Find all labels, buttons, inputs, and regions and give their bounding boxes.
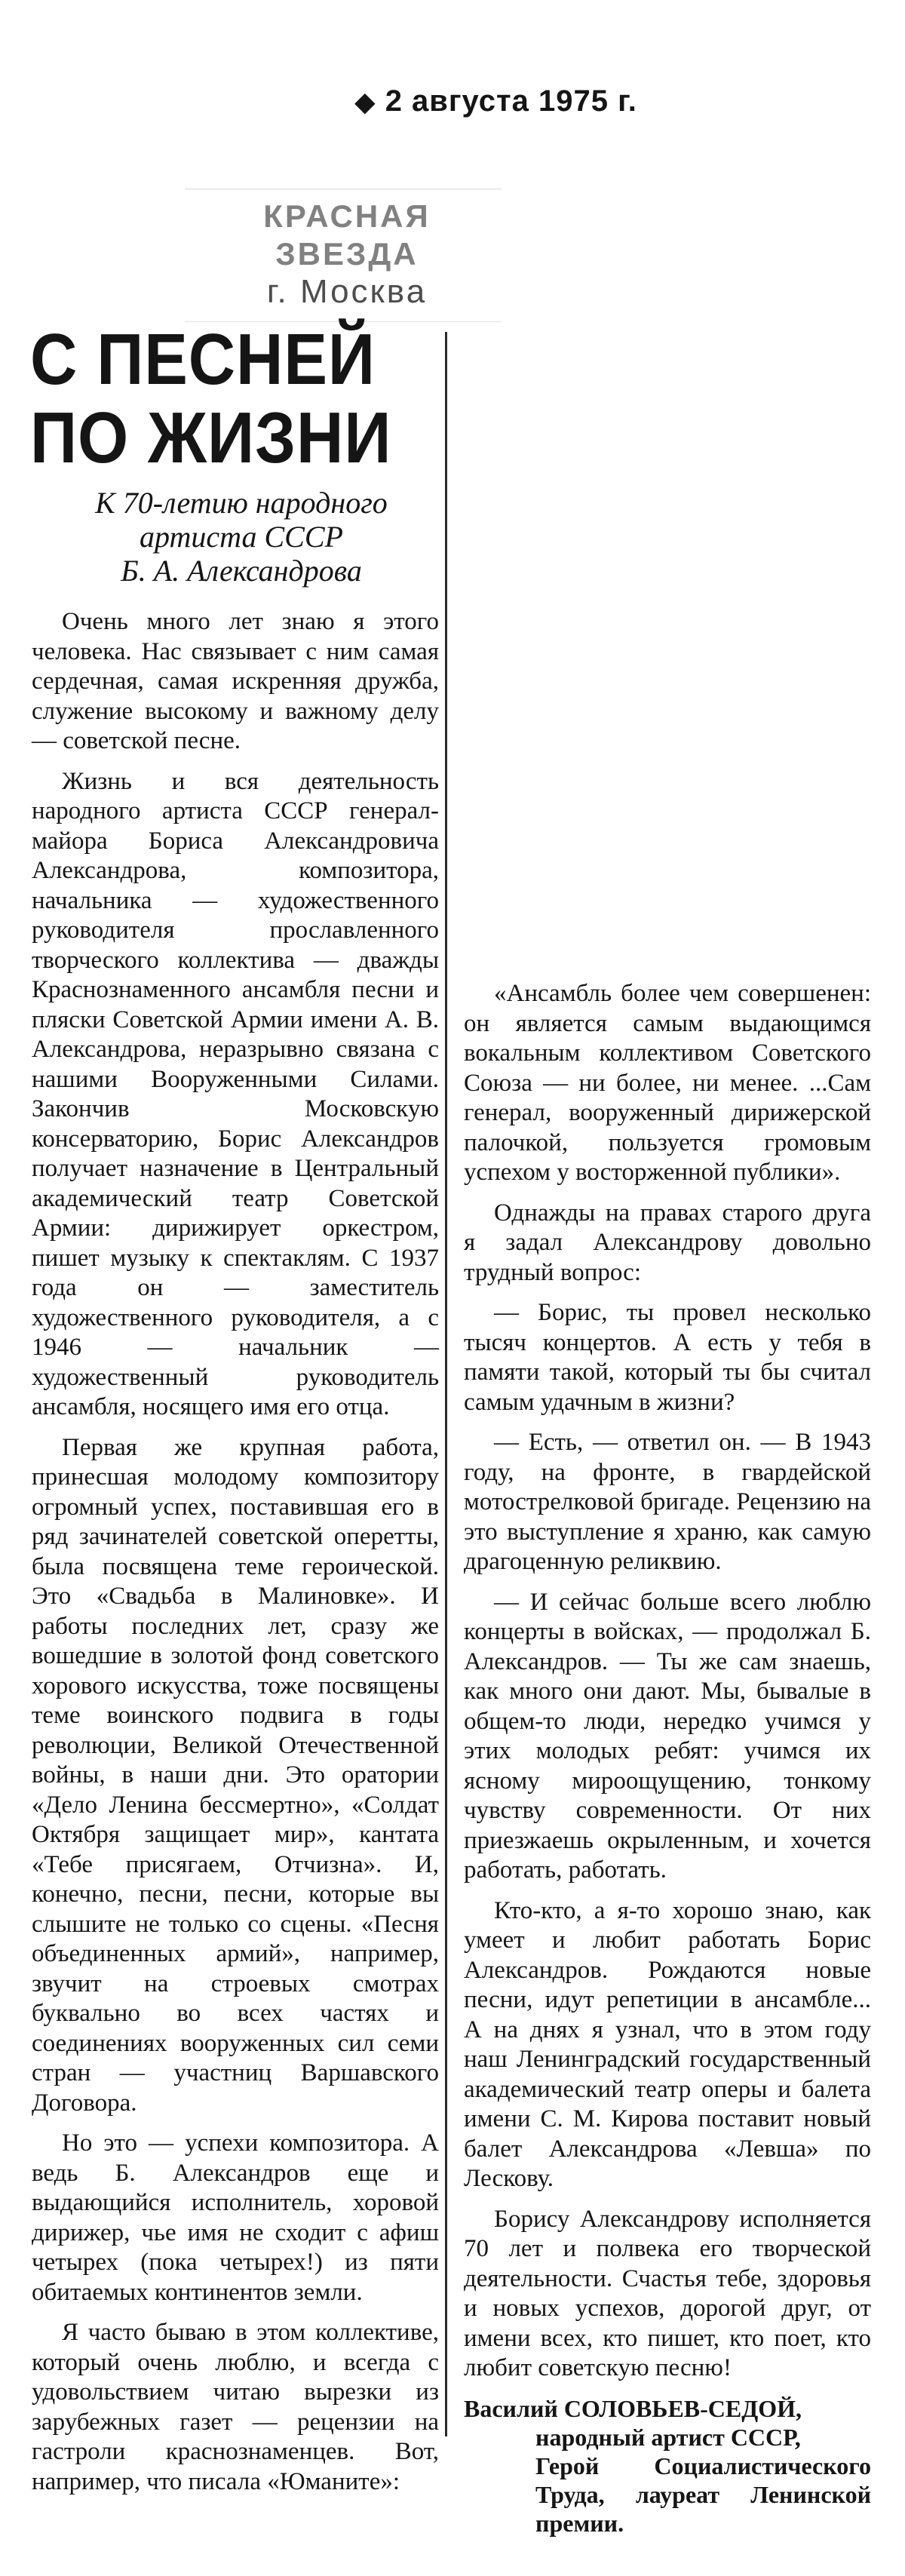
paragraph: — И сейчас больше всего люблю концерты в войсках, — продолжал Б. Александров. — Ты же сам знаешь, как много они дают. Мы, бывалые в общем-то люди, нередко учимся у этих молодых ребят: учимся их ясному мироощущению, тонкому чувству современности. От них приезжаешь окрыленным, и хочется работать, работать. <box>464 1588 871 1884</box>
paragraph: Очень много лет знаю я этого человека. Нас связывает с ним самая сердечная, самая искренняя дружба, служение высокому и важному делу — советской песне. <box>32 608 439 754</box>
date-text: 2 августа 1975 г. <box>385 84 637 118</box>
author-title-line-1: народный артист СССР, <box>535 2423 801 2451</box>
paragraph: Жизнь и вся деятельность народного артиста СССР генерал-майора Бориса Александровича Александрова, композитора, начальника — художественного руководителя прославленного творческого коллектива — дважды Краснознаменного ансамбля песни и пляски Советской Армии имени А. В. Александрова, неразрывно связана с нашими Вооруженными Силами. Закончив Московскую консерваторию, Борис Александров получает назначение в Центральный академический театр Советской Армии: дирижирует оркестром, пишет музыку к спектаклям. С 1937 года он — заместитель художественного руководителя, а с 1946 — начальник — художественный руководитель ансамбля, носящего имя его отца. <box>32 767 439 1420</box>
subhead-line-3: Б. А. Александрова <box>121 553 362 588</box>
column-divider <box>445 332 447 2436</box>
article-headline <box>30 321 397 477</box>
paragraph: Борису Александрову исполняется 70 лет и полвека его творческой деятельности. Счастья тебе, здоровья и новых успехов, дорогой друг, от имени всех, кто пишет, кто поет, кто любит советскую песню! <box>464 2205 871 2381</box>
newspaper-city: г. Москва <box>266 273 428 311</box>
paragraph: Однажды на правах старого друга я задал Александрову довольно трудный вопрос: <box>464 1199 871 1286</box>
paragraph: Первая же крупная работа, принесшая молодому композитору огромный успех, поставившая его в ряд зачинателей советской оперетты, была посвящена теме героической. Это «Свадьба в Малиновке». И работы последних лет, сразу же вошедшие в золотой фонд советского хорового искусства, тоже посвящены теме воинского подвига в годы революции, Великой Отечественной войны, в наши дни. Это оратории «Дело Ленина бессмертно», «Солдат Октября защищает мир», кантата «Тебе присягаем, Отчизна». И, конечно, песни, песни, которые вы слышите не только со сцены. «Песня объединенных армий», например, звучит на строевых смотрах буквально во всех частях и соединениях вооруженных сил семи стран — участниц Варшавского Договора. <box>32 1433 439 2117</box>
paragraph: «Ансамбль более чем совершенен: он является самым выдающимся вокальным коллективом Советского Союза — ни более, ни менее. ...Сам генерал, вооруженный дирижерской палочкой, пользуется громовым успехом у восторженной публики». <box>464 980 871 1186</box>
paragraph: — Есть, — ответил он. — В 1943 году, на фронте, в гвардейской мотострелковой бригаде. Рецензию на это выступление я храню, как самую драгоценную реликвию. <box>464 1429 871 1575</box>
author-title-line-2: Герой Социалистического Труда, лауреат Ленинской премии. <box>535 2452 871 2537</box>
author-signature <box>464 2394 871 2538</box>
left-column <box>32 607 439 2507</box>
subhead-line-1: К 70-летию народного <box>95 486 388 520</box>
paragraph: Я часто бываю в этом коллективе, который очень люблю, и всегда с удовольствием читаю вырезки из зарубежных газет — рецензии на гастроли краснознаменцев. Вот, например, что писала «Юманите»: <box>32 2319 439 2495</box>
newspaper-stamp <box>196 198 498 312</box>
article-subheading <box>45 487 437 588</box>
subhead-line-2: артиста СССР <box>140 519 343 554</box>
publication-date <box>354 84 637 118</box>
diamond-bullet-icon: ◆ <box>354 86 376 117</box>
paragraph: — Борис, ты провел несколько тысяч концертов. А есть у тебя в памяти такой, который ты бы считал самым удачным в жизни? <box>464 1299 871 1416</box>
paragraph: Но это — успехи композитора. А ведь Б. Александров еще и выдающийся исполнитель, хоровой дирижер, чье имя не сходит с афиш четырех (пока четырех!) из пяти обитаемых континентов земли. <box>32 2129 439 2306</box>
paragraph: Кто-кто, а я-то хорошо знаю, как умеет и любит работать Борис Александров. Рождаются новые песни, идут репетиции в ансамбле... А на днях я узнал, что в этом году наш Ленинградский государственный академический театр оперы и балета имени С. М. Кирова поставит новый балет Александрова «Левша» по Лескову. <box>464 1896 871 2192</box>
headline-line-1: С ПЕСНЕЙ <box>30 319 376 400</box>
newspaper-name: КРАСНАЯ ЗВЕЗДА <box>263 198 431 272</box>
headline-line-2: ПО ЖИЗНИ <box>30 397 392 478</box>
author-name: Василий СОЛОВЬЕВ-СЕДОЙ, <box>464 2394 802 2422</box>
right-column <box>464 979 871 2538</box>
